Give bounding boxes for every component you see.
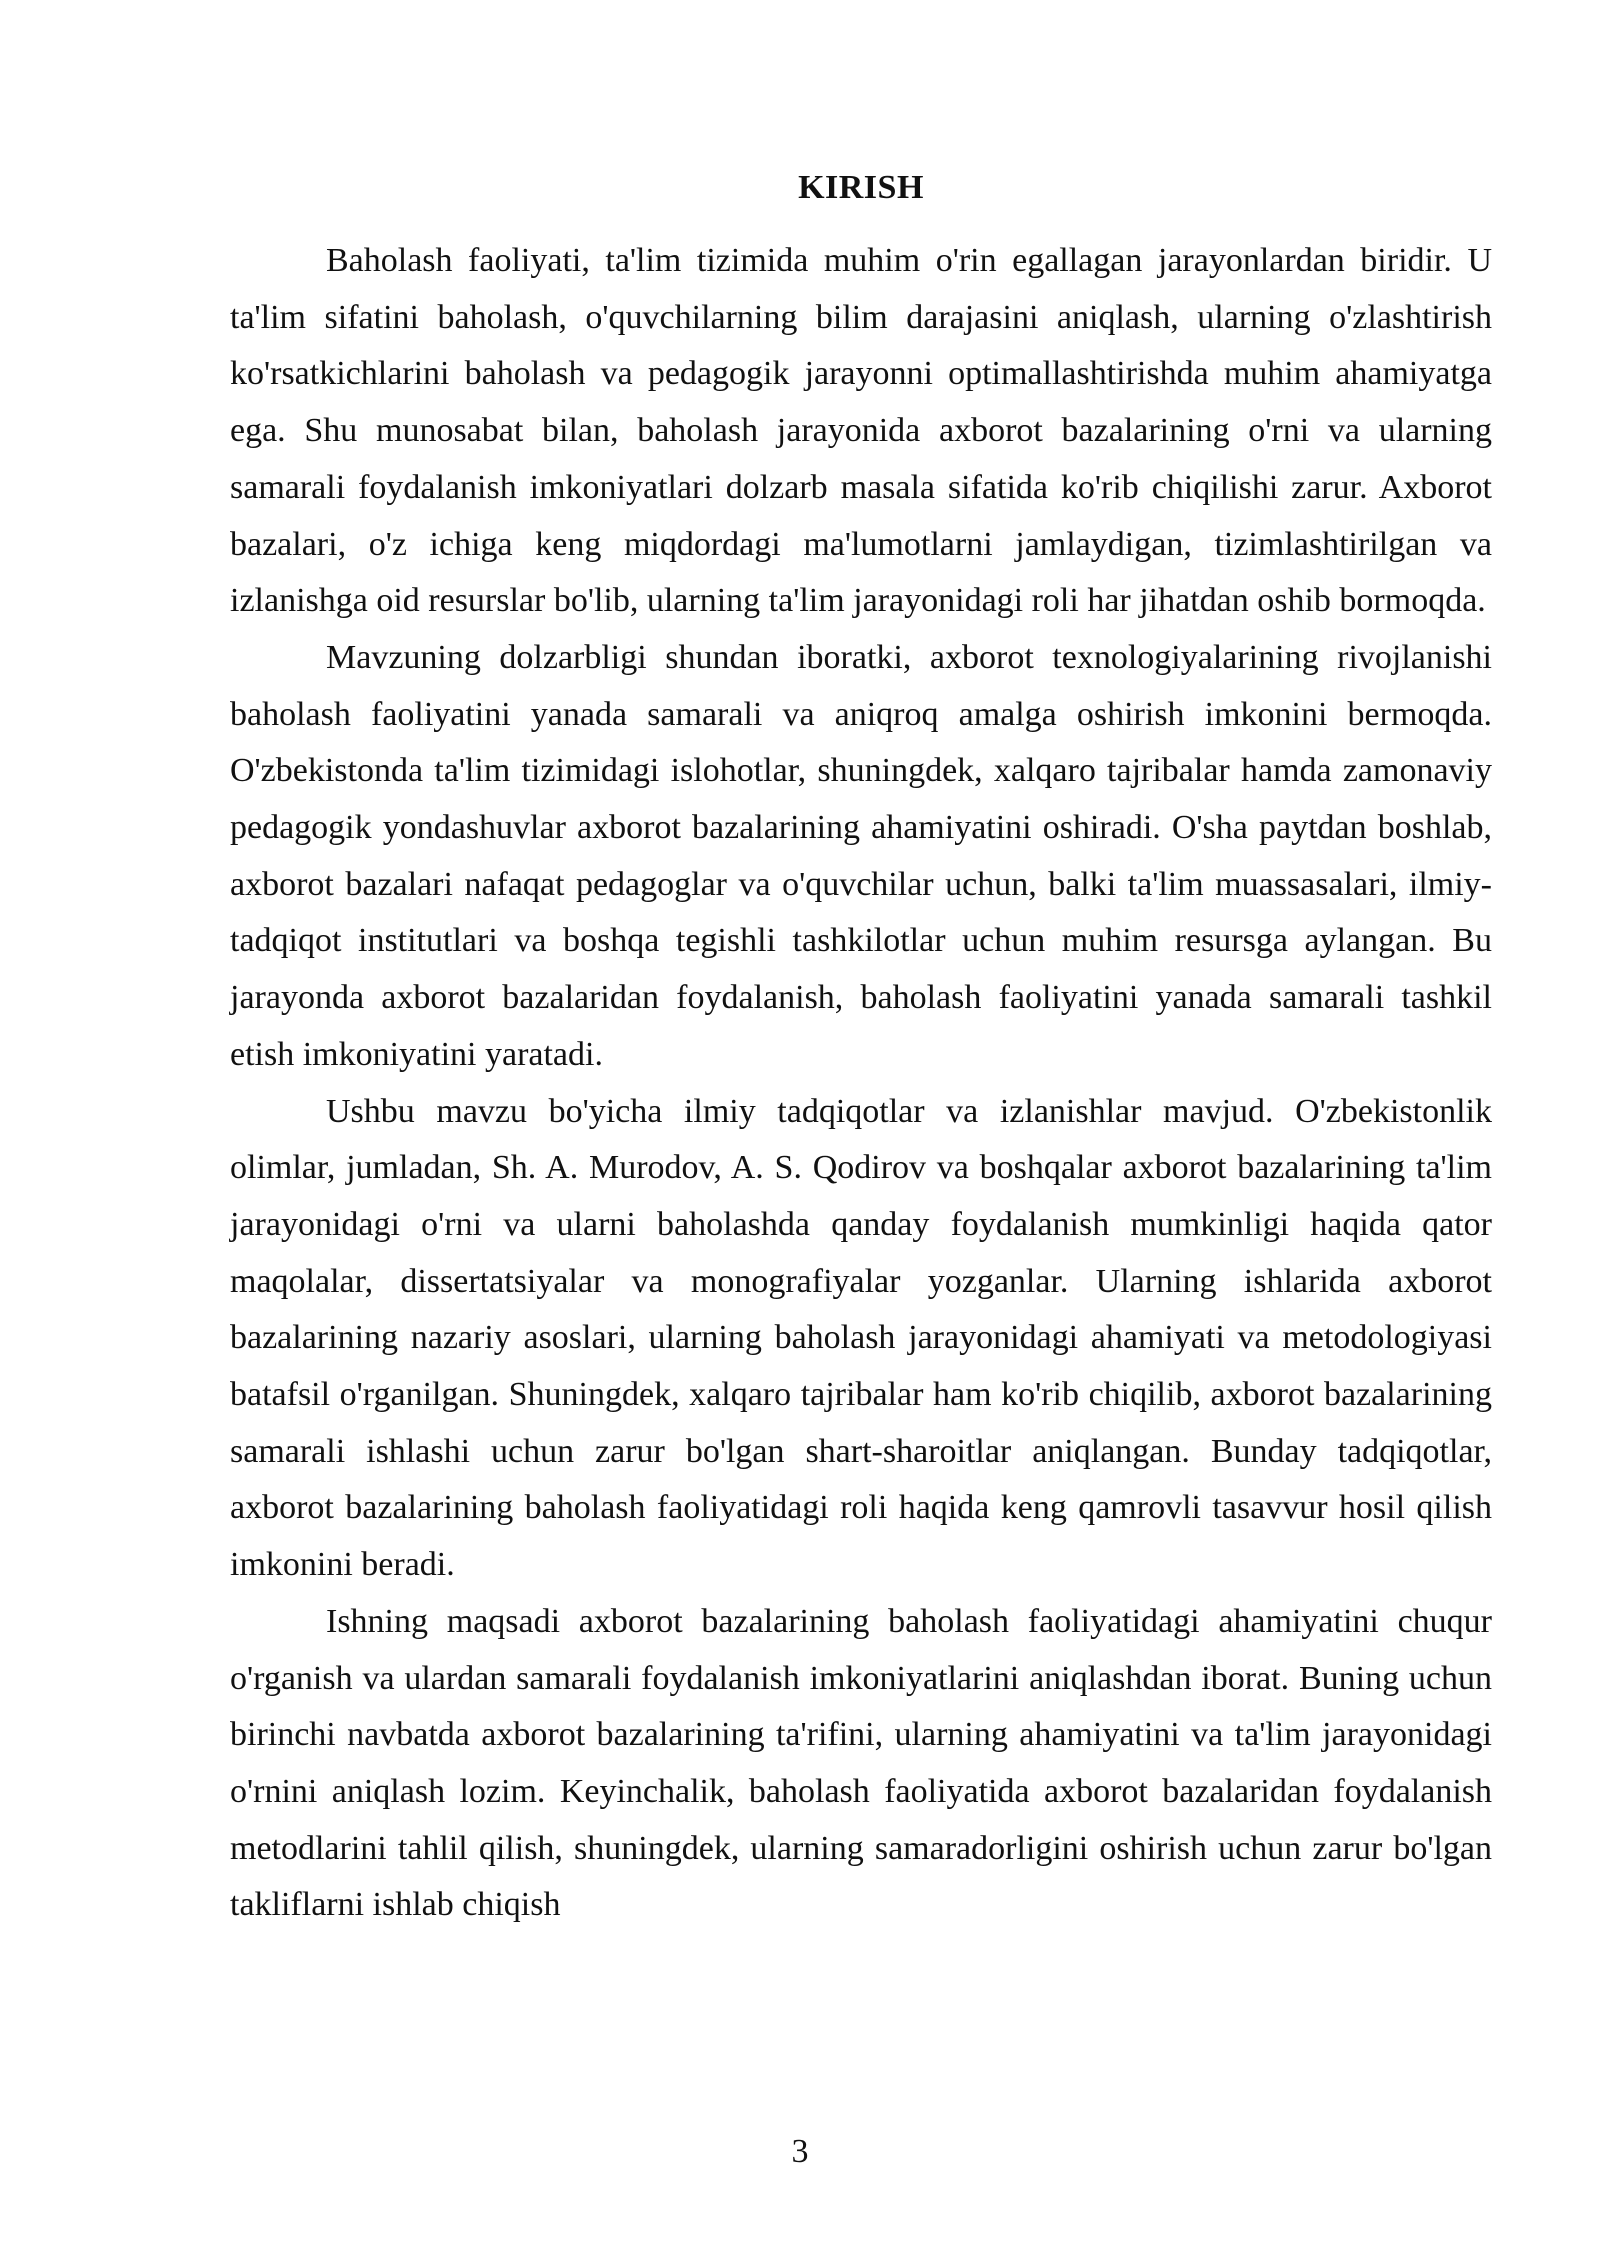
section-title: KIRISH [798, 169, 924, 206]
paragraph-relevance: Mavzuning dolzarbligi shundan iboratki, axborot texnologiyalarining rivojlanishi baholash faoliyatini yanada samarali va aniqroq amalga oshirish imkonini bermoqda. O'zbekistonda ta'lim tizimidagi islohotlar, shuningdek, xalqaro tajribalar hamda zamonaviy pedagogik yondashuvlar axborot bazalarining ahamiyatini oshiradi. O'sha paytdan boshlab, axborot bazalari nafaqat pedagoglar va o'quvchilar uchun, balki ta'lim muassasalari, ilmiy-tadqiqot institutlari va boshqa tegishli tashkilotlar uchun muhim resursga aylangan. Bu jarayonda axborot bazalaridan foydalanish, baholash faoliyatini yanada samarali tashkil etish imkoniyatini yaratadi. [230, 638, 1492, 1073]
page-content [230, 160, 1492, 1934]
paragraph-goal: Ishning maqsadi axborot bazalarining baholash faoliyatidagi ahamiyatini chuqur o'rganish va ulardan samarali foydalanish imkoniyatlarini aniqlashdan iborat. Buning uchun birinchi navbatda axborot bazalarining ta'rifini, ularning ahamiyatini va ta'lim jarayonidagi o'rnini aniqlash lozim. Keyinchalik, baholash faoliyatida axborot bazalaridan foydalanish metodlarini tahlil qilish, shuningdek, ularning samaradorligini oshirish uchun zarur bo'lgan takliflarni ishlab chiqish [230, 1602, 1492, 1924]
page-number: 3 [791, 2133, 809, 2170]
paragraph-intro: Baholash faoliyati, ta'lim tizimida muhim o'rin egallagan jarayonlardan biridir. U ta'lim sifatini baholash, o'quvchilarning bilim darajasini aniqlash, ularning o'zlashtirish ko'rsatkichlarini baholash va pedagogik jarayonni optimallashtirishda muhim ahamiyatga ega. Shu munosabat bilan, baholash jarayonida axborot bazalarining o'rni va ularning samarali foydalanish imkoniyatlari dolzarb masala sifatida ko'rib chiqilishi zarur. Axborot bazalari, o'z ichiga keng miqdordagi ma'lumotlarni jamlaydigan, tizimlashtirilgan va izlanishga oid resurslar bo'lib, ularning ta'lim jarayonidagi roli har jihatdan oshib bormoqda. [230, 242, 1492, 620]
paragraph-research: Ushbu mavzu bo'yicha ilmiy tadqiqotlar va izlanishlar mavjud. O'zbekistonlik olimlar, jumladan, Sh. A. Murodov, A. S. Qodirov va boshqalar axborot bazalarining ta'lim jarayonidagi o'rni va ularni baholashda qanday foydalanish mumkinligi haqida qator maqolalar, dissertatsiyalar va monografiyalar yozganlar. Ularning ishlarida axborot bazalarining nazariy asoslari, ularning baholash jarayonidagi ahamiyati va metodologiyasi batafsil o'rganilgan. Shuningdek, xalqaro tajribalar ham ko'rib chiqilib, axborot bazalarining samarali ishlashi uchun zarur bo'lgan shart-sharoitlar aniqlangan. Bunday tadqiqotlar, axborot bazalarining baholash faoliyatidagi roli haqida keng qamrovli tasavvur hosil qilish imkonini beradi. [230, 1092, 1492, 1584]
